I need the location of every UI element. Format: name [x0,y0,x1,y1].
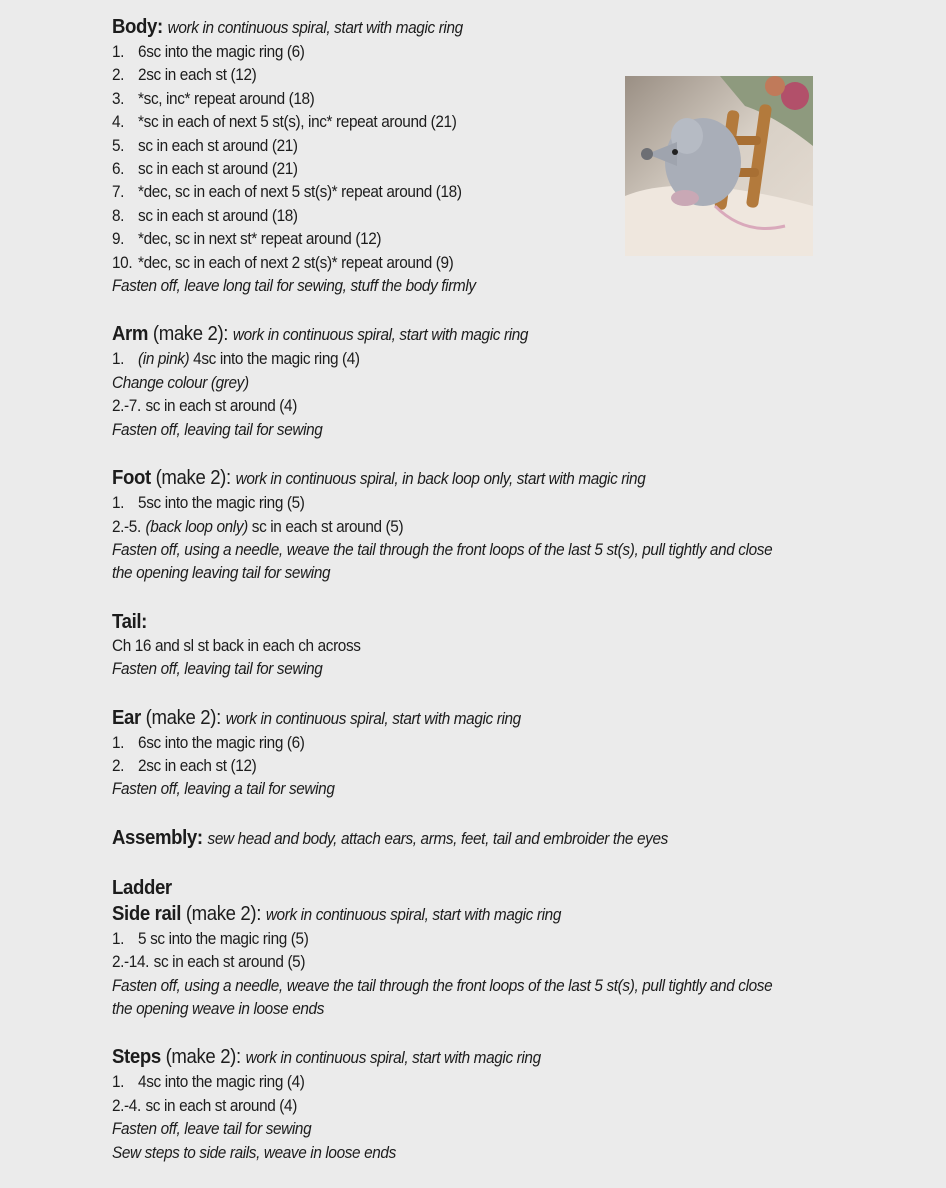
section-heading [112,14,856,41]
row-text: 6sc into the magic ring (6) [138,733,305,752]
section-title: Body: [112,16,163,38]
row-number: 1. [112,733,125,752]
instruction-row [112,395,856,418]
instruction-row [112,1095,856,1118]
instruction-row [112,348,856,371]
section-heading [112,875,856,901]
instruction-note [112,275,856,298]
row-text: sc in each st around (4) [145,1096,297,1115]
section-tail [112,609,912,682]
instruction-row [112,951,856,974]
row-text: *dec, sc in next st* repeat around (12) [138,230,382,249]
row-text: sc in each st around (21) [138,136,298,155]
row-text: 6sc into the magic ring (6) [138,43,305,61]
section-heading [112,825,856,852]
row-number: 7. [112,183,125,202]
row-number: 1. [112,1073,125,1092]
row-text: Change colour (grey) [112,373,249,392]
row-text: sc in each st around (4) [145,397,297,416]
row-number: 1. [112,43,125,61]
instruction-note [112,975,856,998]
section-title: Arm [112,323,149,346]
row-text: *dec, sc in each of next 2 st(s)* repeat around (9) [138,253,454,272]
row-number: 10. [112,253,133,272]
mouse-photo [625,76,813,256]
instruction-note [112,658,856,681]
row-text: 2sc in each st (12) [138,756,257,775]
row-qualifier: (in pink) [138,350,190,369]
row-qualifier: (back loop only) [145,517,248,536]
row-text: sc in each st around (18) [138,206,298,225]
row-text: sc in each st around (5) [247,517,404,536]
section-title: Tail: [112,610,148,633]
row-number: 2.-5. [112,517,141,536]
section-title: Side rail [112,902,182,925]
section-qualifier: (make 2): [150,467,231,490]
instruction-note [112,998,856,1021]
section-arm [112,321,912,442]
section-heading [112,465,856,492]
row-number: 2. [112,756,125,775]
instruction-row [112,928,856,951]
row-number: 2. [112,66,125,85]
row-text: the opening weave in loose ends [112,999,324,1018]
row-number: 2.-4. [112,1096,141,1115]
instruction-note [112,635,856,658]
row-number: 2.-7. [112,397,141,416]
section-note: sew head and body, attach ears, arms, feet, tail and embroider the eyes [207,829,668,848]
row-text: Sew steps to side rails, weave in loose ends [112,1143,396,1162]
instruction-note [112,372,856,395]
row-text: Fasten off, leave tail for sewing [112,1120,312,1139]
section-qualifier: (make 2): [140,706,221,729]
row-text: Ch 16 and sl st back in each ch across [112,636,361,655]
section-title: Ladder [112,876,172,899]
row-number: 3. [112,89,125,108]
row-text: Fasten off, using a needle, weave the tail through the front loops of the last 5 st(s), pull tightly and close [112,540,773,559]
subsection-heading [112,901,856,928]
row-text: Fasten off, leaving tail for sewing [112,660,323,679]
row-text: Fasten off, leaving tail for sewing [112,420,323,439]
row-text: Fasten off, leaving a tail for sewing [112,780,335,799]
section-qualifier: (make 2): [148,323,229,346]
row-text: 5sc into the magic ring (5) [138,494,305,513]
section-foot [112,465,912,586]
instruction-note [112,562,856,585]
instruction-note [112,778,856,801]
row-text: *dec, sc in each of next 5 st(s)* repeat around (18) [138,183,462,202]
instruction-row [112,1071,856,1094]
row-number: 8. [112,206,125,225]
instruction-note [112,539,856,562]
section-note: work in continuous spiral, in back loop only, start with magic ring [235,470,646,489]
instruction-row [112,732,856,755]
row-number: 5. [112,136,125,155]
instruction-row [112,41,856,64]
section-heading [112,1044,856,1071]
row-number: 4. [112,113,125,132]
section-qualifier: (make 2): [160,1046,241,1069]
instruction-row [112,755,856,778]
section-ladder [112,875,912,1022]
instruction-note [112,1118,856,1141]
section-steps [112,1044,912,1165]
row-number: 2.-14. [112,953,150,972]
row-text: the opening leaving tail for sewing [112,564,331,583]
instruction-row [112,492,856,515]
section-note: work in continuous spiral, start with magic ring [265,905,561,924]
row-number: 1. [112,350,125,369]
row-number: 1. [112,494,125,513]
row-text: 2sc in each st (12) [138,66,257,85]
section-assembly [112,825,912,852]
section-note: work in continuous spiral, start with magic ring [245,1049,541,1068]
section-title: Assembly: [112,826,203,849]
instruction-note [112,419,856,442]
row-number: 9. [112,230,125,249]
section-note: work in continuous spiral, start with magic ring [232,326,529,345]
section-heading [112,609,856,635]
row-text: sc in each st around (5) [153,953,306,972]
row-text: sc in each st around (21) [138,160,298,179]
row-text: 5 sc into the magic ring (5) [138,929,309,948]
section-note: work in continuous spiral, start with magic ring [225,709,521,728]
row-text: 4sc into the magic ring (4) [138,1073,305,1092]
row-text: 4sc into the magic ring (4) [189,350,360,369]
section-note: work in continuous spiral, start with magic ring [167,19,463,37]
section-qualifier: (make 2): [181,902,262,925]
row-text: *sc in each of next 5 st(s), inc* repeat around (21) [138,113,457,132]
row-text: Fasten off, leave long tail for sewing, stuff the body firmly [112,277,476,296]
section-title: Ear [112,706,141,729]
instruction-row [112,516,856,539]
row-number: 1. [112,929,125,948]
section-heading [112,705,856,732]
instruction-note [112,1142,856,1165]
section-title: Foot [112,467,151,490]
row-text: Fasten off, using a needle, weave the tail through the front loops of the last 5 st(s), pull tightly and close [112,976,773,995]
section-ear [112,705,912,802]
section-title: Steps [112,1046,161,1069]
row-number: 6. [112,160,125,179]
row-text: *sc, inc* repeat around (18) [138,89,315,108]
section-heading [112,321,856,348]
